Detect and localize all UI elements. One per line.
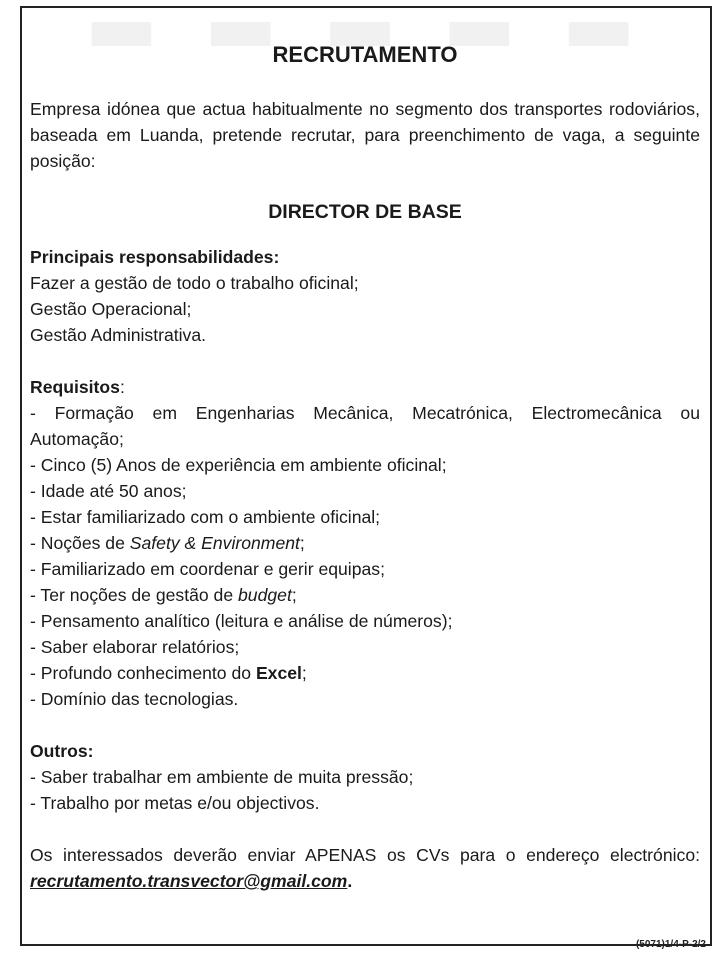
responsibility-item: Fazer a gestão de todo o trabalho oficinal; bbox=[30, 273, 359, 293]
safety-prefix: - Noções de bbox=[30, 533, 130, 553]
requirement-item-excel bbox=[30, 660, 700, 686]
excel-term: Excel bbox=[255, 663, 302, 683]
ad-content bbox=[30, 40, 700, 918]
responsibility-item: Gestão Administrativa. bbox=[30, 325, 207, 345]
intro-paragraph: Empresa idónea que actua habitualmente no segmento dos transportes rodoviários, baseada em Luanda, pretende recrutar, para preenchimento de vaga, a seguinte posição: bbox=[30, 99, 700, 171]
requirement-item: - Familiarizado em coordenar e gerir equipas; bbox=[30, 559, 385, 579]
requirements-heading: Requisitos bbox=[30, 377, 120, 397]
budget-term: budget bbox=[238, 585, 292, 605]
ad-title: RECRUTAMENTO bbox=[272, 42, 458, 67]
reference-code: (5071)1/4-P-2/2 bbox=[635, 939, 706, 950]
requirements-heading-colon: : bbox=[119, 377, 125, 397]
requirement-item: - Idade até 50 anos; bbox=[30, 481, 187, 501]
others-heading: Outros: bbox=[30, 741, 94, 761]
budget-prefix: - Ter noções de gestão de bbox=[30, 585, 239, 605]
safety-suffix: ; bbox=[299, 533, 305, 553]
requirement-item: - Domínio das tecnologias. bbox=[30, 689, 239, 709]
requirements-heading-line bbox=[30, 374, 700, 400]
contact-end: . bbox=[347, 871, 353, 891]
requirement-item: - Cinco (5) Anos de experiência em ambiente oficinal; bbox=[30, 455, 447, 475]
budget-suffix: ; bbox=[291, 585, 297, 605]
requirements-section bbox=[30, 374, 700, 712]
position-title: DIRECTOR DE BASE bbox=[268, 201, 462, 223]
requirement-item-safety bbox=[30, 530, 700, 556]
excel-prefix: - Profundo conhecimento do bbox=[30, 663, 256, 683]
safety-term: Safety & Environment bbox=[129, 533, 300, 553]
requirement-item-budget bbox=[30, 582, 700, 608]
others-item: - Trabalho por metas e/ou objectivos. bbox=[30, 793, 320, 813]
contact-paragraph bbox=[30, 842, 700, 894]
requirement-item: - Saber elaborar relatórios; bbox=[30, 637, 240, 657]
contact-email-link[interactable]: recrutamento.transvector@gmail.com bbox=[30, 871, 348, 891]
requirement-item: - Estar familiarizado com o ambiente oficinal; bbox=[30, 507, 381, 527]
requirement-item: - Formação em Engenharias Mecânica, Mecatrónica, Electromecânica ou Automação; bbox=[30, 403, 700, 449]
responsibilities-heading: Principais responsabilidades: bbox=[30, 247, 280, 267]
responsibility-item: Gestão Operacional; bbox=[30, 299, 192, 319]
contact-text: Os interessados deverão enviar APENAS os CVs para o endereço electrónico: bbox=[30, 845, 700, 865]
requirement-item: - Pensamento analítico (leitura e análise de números); bbox=[30, 611, 453, 631]
others-section bbox=[30, 738, 700, 816]
excel-suffix: ; bbox=[301, 663, 307, 683]
others-item: - Saber trabalhar em ambiente de muita pressão; bbox=[30, 767, 414, 787]
responsibilities-section bbox=[30, 244, 700, 348]
